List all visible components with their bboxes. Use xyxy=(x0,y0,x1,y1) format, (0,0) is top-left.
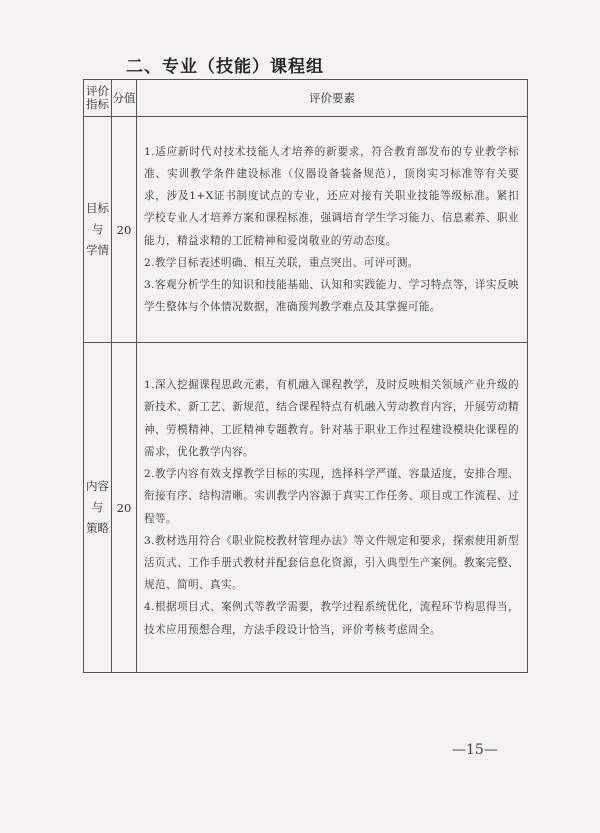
indicator-goals-line2: 与 xyxy=(91,222,104,236)
score-goals: 20 xyxy=(112,117,137,343)
elements-content xyxy=(137,343,528,673)
content-item-1: 1.深入挖掘课程思政元素，有机融入课程教学，及时反映相关领域产业升级的新技术、新工艺、新规范，结合课程特点有机融入劳动教育内容，开展劳动精神、劳模精神、工匠精神专题教育。针对基于职业工作过程建设模块化课程的需求，优化教学内容。 xyxy=(144,379,519,458)
indicator-content-line3: 策略 xyxy=(86,521,109,535)
score-content: 20 xyxy=(112,343,137,673)
indicator-content-line2: 与 xyxy=(91,500,104,514)
indicator-content xyxy=(84,343,112,673)
content-item-3: 3.教材选用符合《职业院校教材管理办法》等文件规定和要求，探索使用新型活页式、工作手册式教材并配套信息化资源，引入典型生产案例。教案完整、规范、简明、真实。 xyxy=(144,534,519,592)
table-row-content xyxy=(84,343,528,673)
elements-goals xyxy=(137,117,528,343)
indicator-content-line1: 内容 xyxy=(86,479,109,493)
content-item-2: 2.教学内容有效支撑教学目标的实现，选择科学严谨、容量适度，安排合理、衔接有序、结构清晰。实训教学内容源于真实工作任务、项目或工作流程、过程等。 xyxy=(144,468,519,525)
table-row-goals xyxy=(84,117,528,343)
section-title: 二、专业（技能）课程组 xyxy=(126,57,324,77)
indicator-goals-line3: 学情 xyxy=(86,243,109,257)
content-item-4: 4.根据项目式、案例式等教学需要，教学过程系统优化，流程环节构思得当，技术应用预想合理，方法手段设计恰当，评价考核考虑周全。 xyxy=(144,601,519,636)
indicator-goals-line1: 目标 xyxy=(86,201,109,215)
page-number: —15— xyxy=(452,742,498,758)
table-header-row xyxy=(84,80,528,117)
indicator-goals xyxy=(84,117,112,343)
header-elements: 评价要素 xyxy=(137,80,528,117)
goals-item-3: 3.客观分析学生的知识和技能基础、认知和实践能力、学习特点等，详实反映学生整体与个体情况数据，准确预判教学难点及其掌握可能。 xyxy=(144,278,519,314)
evaluation-table xyxy=(83,79,528,673)
header-score: 分值 xyxy=(112,80,137,117)
header-indicator: 评价指标 xyxy=(84,80,112,117)
goals-item-1: 1.适应新时代对技术技能人才培养的新要求，符合教育部发布的专业教学标准、实训教学条件建设标准（仪器设备装备规范），顶岗实习标准等有关要求，涉及1+X证书制度试点的专业，还应对接有关职业技能等级标准。紧扣学校专业人才培养方案和课程标准，强调培育学生学习能力、信息素养、职业能力，精益求精的工匠精神和爱岗敬业的劳动态度。 xyxy=(144,145,519,247)
goals-item-2: 2.教学目标表述明确、相互关联，重点突出、可评可测。 xyxy=(144,256,419,269)
